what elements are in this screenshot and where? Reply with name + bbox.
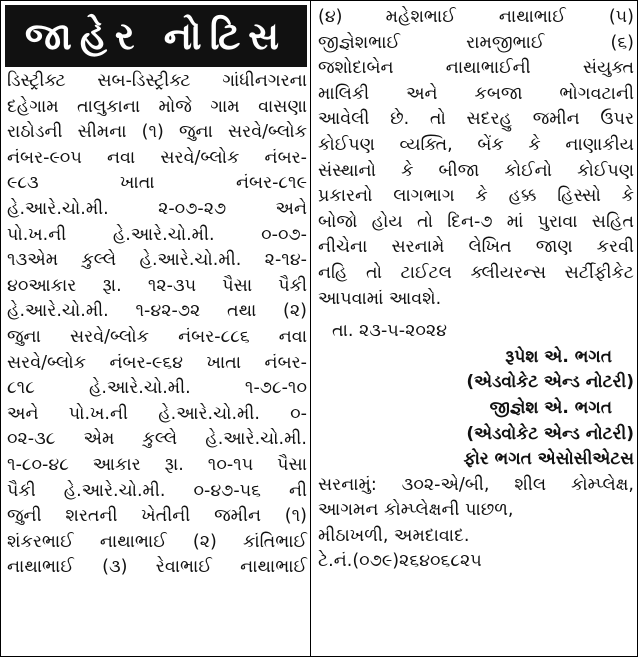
address-line: સરનામું: ૩૦૨-એ/બી, શીલ કોમ્પ્લેક્ષ, — [318, 474, 634, 495]
notice-text-line: માલિકી અને કબજા ભોગવટાની — [318, 83, 634, 104]
signatory-name: રૂપેશ એ. ભગત — [505, 346, 612, 367]
notice-text-line: કોઈપણ વ્યક્તિ, બેંક કે નાણાકીય — [318, 134, 634, 155]
notice-text-line: આવેલી છે. તો સદરહુ જમીન ઉપર — [318, 109, 634, 130]
notice-date: તા. ૨૩-૫-૨૦૨૪ — [332, 321, 447, 342]
notice-text-line: બોજો હોય તો દિન-૭ માં પુરાવા સહિત — [318, 211, 634, 232]
notice-text-line: શંકરભાઈ નાથાભાઈ (૨) કાંતિભાઈ — [7, 531, 307, 552]
notice-text-line: જુના સરવે/બ્લોક નંબર-૮૮૬ નવા — [7, 326, 307, 347]
signatory-role: (એડવોકેટ એન્ડ નોટરી) — [466, 423, 634, 444]
signatory-name: જીજ્ઞેશ એ. ભગત — [489, 397, 612, 418]
notice-text-line: ૪૦આકાર રૂા. ૧૨-૩૫ પૈસા પૈકી — [7, 275, 307, 296]
notice-text-line: જીજ્ઞેશભાઈ રામજીભાઈ (૬) — [318, 32, 634, 53]
notice-text-line: આપવામાં આવશે. — [318, 288, 442, 309]
notice-text-line: નંબર-૯૦૫ નવા સરવે/બ્લોક નંબર- — [7, 147, 307, 168]
phone-number: ટે.નં.(૦૭૯)૨૬૪૦૬૮૨૫ — [318, 551, 482, 572]
notice-text-line: ૦૨-૩૮ એમ કુલ્લે હે.આરે.ચો.મી. — [7, 429, 307, 450]
notice-text-line: જુની શરતની ખેતીની જમીન (૧) — [7, 506, 307, 527]
notice-text-line: ડિસ્ટ્રીક્ટ સબ-ડિસ્ટ્રીક્ટ ગાંધીનગરના — [7, 71, 307, 91]
notice-text-line: અને પો.ખ.ની હે.આરે.ચો.મી. ૦- — [7, 403, 307, 424]
notice-text-line: પો.ખ.ની હે.આરે.ચો.મી. ૦-૦૭- — [7, 224, 307, 245]
notice-text-line: પ્રકારનો લાગભાગ કે હક્ક હિસ્સો કે — [318, 186, 634, 207]
notice-text-line: હે.આરે.ચો.મી. ૧-૪૨-૭૨ તથા (૨) — [7, 301, 307, 322]
notice-text-line: જશોદાબેન નાથાભાઈની સંયુક્ત — [318, 58, 634, 79]
notice-text-line: નાથાભાઈ (૩) રેવાભાઈ નાથાભાઈ — [7, 557, 307, 578]
notice-text-line: ૧૩એમ કુલ્લે હે.આરે.ચો.મી. ૨-૧૪- — [7, 250, 307, 271]
address-line: મીઠાખળી, અમદાવાદ. — [318, 525, 470, 546]
notice-text-line: ૮૧૮ હે.આરે.ચો.મી. ૧-૭૮-૧૦ — [7, 378, 307, 399]
notice-text-line: રાઠોડની સીમના (૧) જુના સરવે/બ્લોક — [7, 122, 307, 143]
notice-text-line: (૪) મહેશભાઈ નાથાભાઈ (૫) — [318, 7, 634, 27]
notice-text-line: સરવે/બ્લોક નંબર-૯૬૪ ખાતા નંબર- — [7, 352, 307, 373]
notice-text-line: પૈકી હે.આરે.ચો.મી. ૦-૪૭-૫૬ ની — [7, 480, 307, 501]
notice-text-line: ૯૮૩ ખાતા નંબર-૮૧૯ — [7, 173, 307, 194]
notice-text-line: દહેગામ તાલુકાના મોજે ગામ વાસણા — [7, 96, 307, 117]
notice-text-line: ૧-૮૦-૪૮ આકાર રૂા. ૧૦-૧૫ પૈસા — [7, 454, 307, 475]
signatory-role: (એડવોકેટ એન્ડ નોટરી) — [466, 372, 634, 393]
spacer — [318, 312, 634, 319]
notice-text-line: સંસ્થાનો કે બીજા કોઈનો કોઈપણ — [318, 160, 634, 181]
notice-text-line: નહિ તો ટાઈટલ ક્લીયરન્સ સર્ટીફીકેટ — [318, 262, 634, 283]
right-column — [318, 5, 634, 575]
address-line: આગમન કોમ્પ્લેક્ષની પાછળ, — [318, 500, 514, 521]
left-column — [7, 69, 307, 581]
firm-name: ફોર ભગત એસોસીએટસ — [463, 449, 634, 470]
notice-text-line: નીચેના સરનામે લેખિત જાણ કરવી — [318, 237, 634, 258]
column-divider — [310, 1, 311, 656]
notice-title: જાહેર નોટિસ — [5, 5, 307, 67]
notice-text-line: હે.આરે.ચો.મી. ૨-૦૭-૨૭ અને — [7, 198, 307, 219]
